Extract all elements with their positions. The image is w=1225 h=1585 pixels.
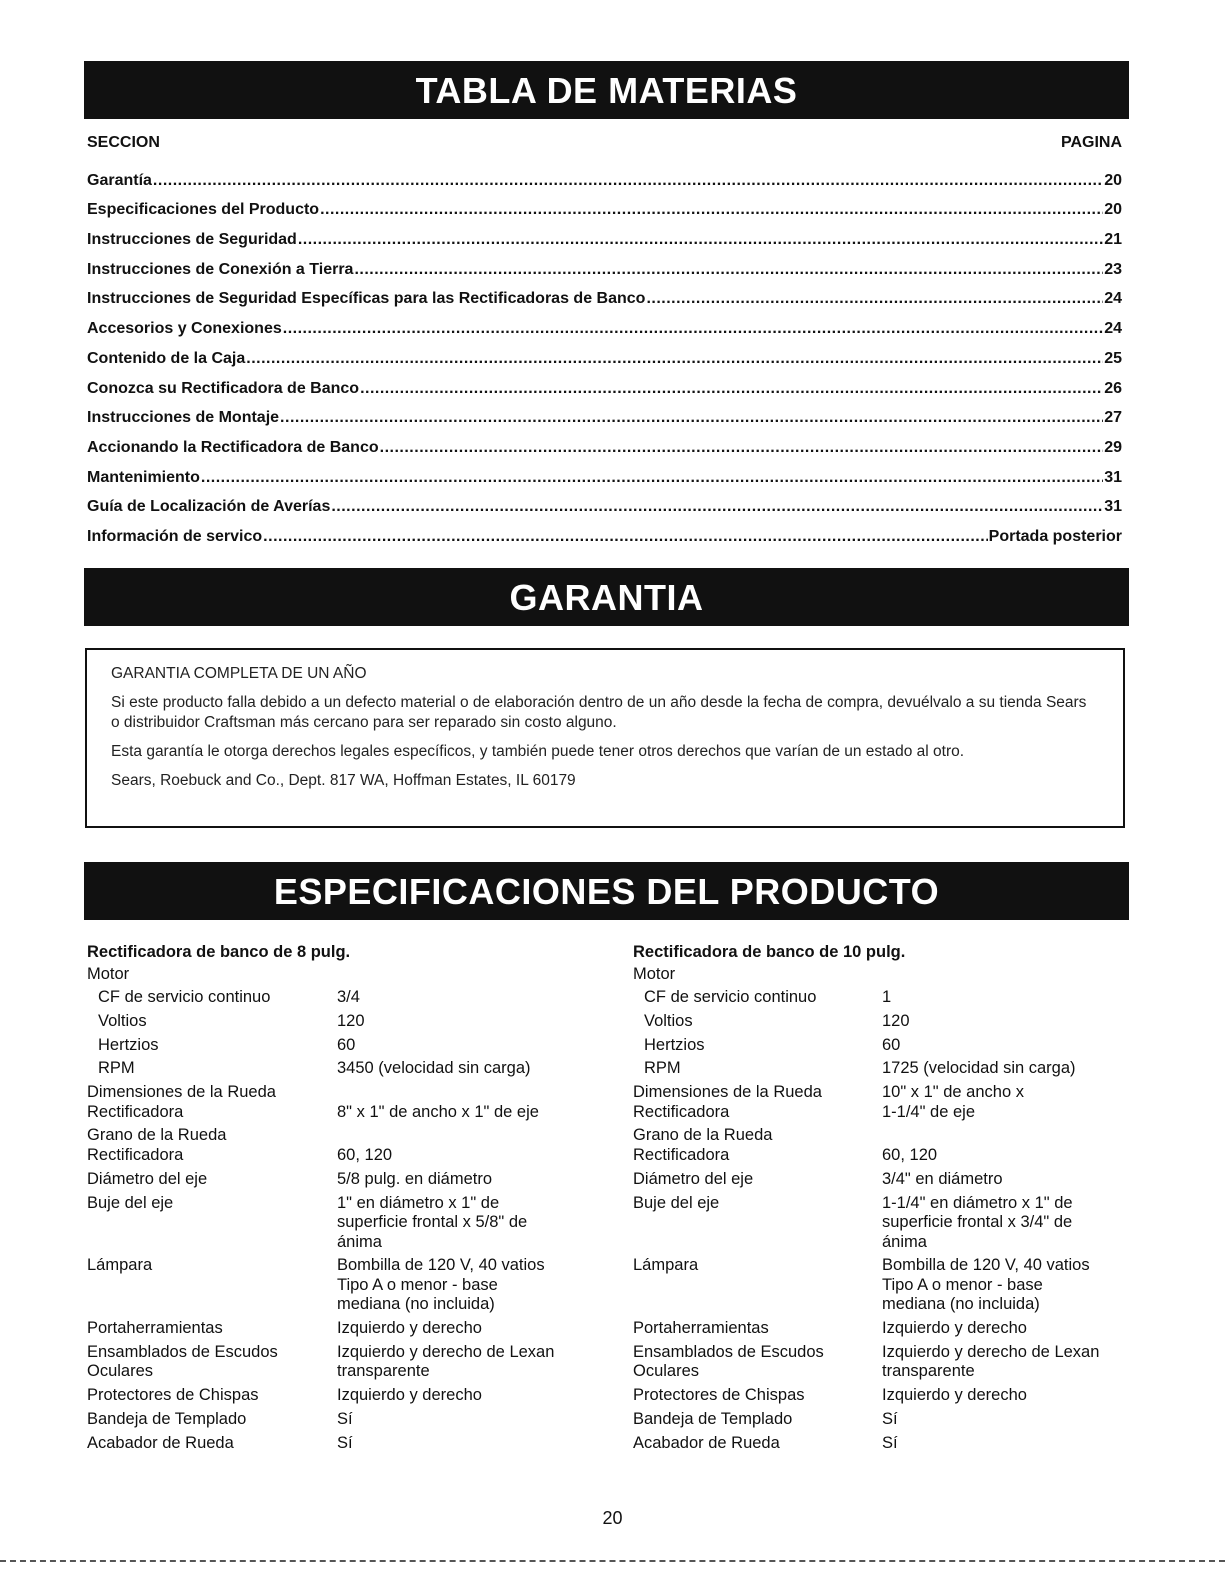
toc-entry-page: 24	[1104, 320, 1122, 338]
specs-left-column	[87, 943, 607, 1458]
toc-entry-title: Guía de Localización de Averías	[87, 498, 331, 516]
spec-label: Dimensiones de la Rueda Rectificadora	[633, 1083, 822, 1121]
spec-value: Sí	[337, 1410, 353, 1429]
spec-row	[633, 1319, 1153, 1339]
warranty-title: GARANTIA	[84, 568, 1129, 626]
spec-row	[633, 1194, 1153, 1253]
spec-value: Izquierdo y derecho	[882, 1386, 1027, 1405]
spec-label: Portaherramientas	[633, 1319, 769, 1338]
spec-value: Izquierdo y derecho de Lexan transparente	[337, 1342, 555, 1381]
toc-entry	[87, 427, 1122, 457]
toc-entry	[87, 249, 1122, 279]
toc-entry	[87, 308, 1122, 338]
page-number: 20	[602, 1508, 623, 1528]
warranty-paragraph-2: Esta garantía le otorga derechos legales específicos, y también puede tener otros derechos que varían de un estado al otro.	[111, 743, 965, 760]
toc-leader-dots	[320, 201, 1103, 219]
toc-entry-page: 27	[1104, 409, 1122, 427]
spec-label: Protectores de Chispas	[87, 1386, 259, 1405]
toc-leader-dots	[331, 498, 1103, 516]
spec-value: 1-1/4" en diámetro x 1" de superficie frontal x 3/4" de ánima	[882, 1193, 1073, 1251]
spec-value: 1725 (velocidad sin carga)	[882, 1059, 1076, 1078]
spec-row	[87, 1256, 607, 1315]
toc-leader-dots	[360, 380, 1103, 398]
spec-label: Ensamblados de Escudos Oculares	[87, 1342, 278, 1381]
spec-label: Lámpara	[87, 1256, 153, 1275]
toc-entry	[87, 338, 1122, 368]
toc-leader-dots	[298, 231, 1103, 249]
toc-entry	[87, 190, 1122, 220]
toc-entry-title: Información de servico	[87, 527, 263, 545]
spec-value: 60	[882, 1035, 901, 1054]
spec-row	[633, 1012, 1153, 1032]
spec-row	[87, 1343, 607, 1382]
spec-value: 60	[337, 1035, 356, 1054]
spec-label: Diámetro del eje	[87, 1169, 208, 1188]
spec-row	[87, 1036, 607, 1056]
toc-leader-dots	[201, 469, 1103, 487]
toc-leader-dots	[153, 172, 1103, 190]
toc-entry-title: Especificaciones del Producto	[87, 201, 320, 219]
spec-row	[633, 1410, 1153, 1430]
spec-label: Portaherramientas	[87, 1319, 223, 1338]
spec-label: Diámetro del eje	[633, 1169, 754, 1188]
spec-row	[633, 1386, 1153, 1406]
spec-row	[633, 1036, 1153, 1056]
specs-right-column	[633, 943, 1153, 1458]
toc-entry-title: Garantía	[87, 171, 152, 189]
spec-value: 120	[337, 1011, 365, 1030]
warranty-address: Sears, Roebuck and Co., Dept. 817 WA, Hoffman Estates, IL 60179	[111, 772, 576, 789]
toc-entry-page: 21	[1104, 231, 1122, 249]
spec-label: Buje del eje	[633, 1193, 720, 1212]
spec-value: 3/4" en diámetro	[882, 1169, 1003, 1188]
toc-entry-page: 25	[1104, 349, 1122, 367]
toc-entry	[87, 487, 1122, 517]
spec-value: Bombilla de 120 V, 40 vatios Tipo A o menor - base mediana (no incluida)	[337, 1256, 545, 1314]
warranty-paragraph-1: Si este producto falla debido a un defecto material o de elaboración dentro de un año desde la fecha de compra, devuélvalo a su tienda Sears o distribuidor Craftsman más cercano para ser reparado sin costo alguno.	[111, 694, 1087, 731]
toc-entry	[87, 279, 1122, 309]
spec-value: Sí	[337, 1433, 353, 1452]
spec-label: CF de servicio continuo	[98, 988, 271, 1006]
spec-value: Sí	[882, 1433, 898, 1452]
spec-value: Izquierdo y derecho	[337, 1319, 482, 1338]
toc-entry-page: 20	[1104, 171, 1122, 189]
toc-entry	[87, 219, 1122, 249]
spec-label: CF de servicio continuo	[644, 988, 817, 1006]
toc-col-section: SECCION	[87, 134, 160, 151]
spec-value: Izquierdo y derecho	[882, 1319, 1027, 1338]
spec-row	[87, 988, 607, 1008]
spec-heading: Rectificadora de banco de 8 pulg.	[87, 943, 351, 961]
toc-leader-dots	[263, 528, 987, 546]
spec-value: 60, 120	[337, 1145, 393, 1164]
spec-value: 3450 (velocidad sin carga)	[337, 1059, 531, 1078]
toc-entry	[87, 457, 1122, 487]
spec-row	[633, 1256, 1153, 1315]
spec-label: Ensamblados de Escudos Oculares	[633, 1342, 824, 1381]
toc-col-page: PAGINA	[1060, 134, 1122, 151]
warranty-heading: GARANTIA COMPLETA DE UN AÑO	[111, 665, 367, 682]
spec-label: Grano de la Rueda Rectificadora	[87, 1126, 227, 1164]
toc-entry-page: 20	[1104, 201, 1122, 219]
spec-label: Hertzios	[644, 1035, 705, 1054]
spec-row	[87, 1194, 607, 1253]
toc-title: TABLA DE MATERIAS	[84, 61, 1129, 119]
spec-label: Dimensiones de la Rueda Rectificadora	[87, 1083, 276, 1121]
spec-row	[633, 1343, 1153, 1382]
spec-motor-label: Motor	[633, 964, 676, 983]
toc-entry-title: Instrucciones de Seguridad Específicas para las Rectificadoras de Banco	[87, 290, 646, 308]
spec-label: Lámpara	[633, 1256, 699, 1275]
spec-value: 60, 120	[882, 1145, 938, 1164]
spec-label: Protectores de Chispas	[633, 1386, 805, 1405]
spec-row	[87, 1012, 607, 1032]
spec-row	[87, 1319, 607, 1339]
spec-value: 1	[882, 988, 892, 1006]
spec-label: Hertzios	[98, 1035, 159, 1054]
spec-row	[87, 1083, 607, 1122]
spec-row	[87, 1410, 607, 1430]
spec-row	[633, 1434, 1153, 1454]
spec-label: Grano de la Rueda Rectificadora	[633, 1126, 773, 1164]
spec-row	[87, 1170, 607, 1190]
spec-label: Bandeja de Templado	[633, 1410, 793, 1429]
spec-label: Voltios	[98, 1011, 147, 1030]
spec-label: Buje del eje	[87, 1193, 174, 1212]
spec-row	[633, 1083, 1153, 1122]
toc-entry-page: 24	[1104, 290, 1122, 308]
toc-entry-title: Accionando la Rectificadora de Banco	[87, 438, 379, 456]
spec-value: 3/4	[337, 988, 360, 1006]
toc-entry-title: Instrucciones de Montaje	[87, 409, 280, 427]
toc-list	[87, 160, 1122, 546]
toc-entry-page: 26	[1104, 379, 1122, 397]
toc-leader-dots	[354, 261, 1103, 279]
toc-entry-title: Conozca su Rectificadora de Banco	[87, 379, 360, 397]
spec-label: RPM	[98, 1059, 135, 1078]
spec-label: Voltios	[644, 1011, 693, 1030]
warranty-box	[85, 648, 1125, 828]
spec-row	[87, 1059, 607, 1079]
spec-row	[87, 1434, 607, 1454]
toc-header	[87, 134, 1122, 156]
toc-entry-title: Contenido de la Caja	[87, 349, 246, 367]
spec-row	[87, 1126, 607, 1165]
spec-value: 8" x 1" de ancho x 1" de eje	[337, 1102, 539, 1121]
toc-entry-title: Instrucciones de Conexión a Tierra	[87, 260, 354, 278]
spec-label: Acabador de Rueda	[633, 1433, 780, 1452]
toc-entry-title: Accesorios y Conexiones	[87, 320, 282, 338]
toc-entry	[87, 398, 1122, 428]
spec-value: Sí	[882, 1410, 898, 1429]
spec-value: 120	[882, 1011, 910, 1030]
toc-entry	[87, 516, 1122, 546]
spec-value: 10" x 1" de ancho x 1-1/4" de eje	[882, 1083, 1024, 1121]
spec-value: 5/8 pulg. en diámetro	[337, 1169, 493, 1188]
spec-row	[633, 1170, 1153, 1190]
toc-leader-dots	[280, 409, 1103, 427]
toc-entry-page: 23	[1104, 260, 1122, 278]
spec-motor-label: Motor	[87, 964, 130, 983]
toc-entry-page: Portada posterior	[988, 527, 1122, 545]
spec-row	[633, 988, 1153, 1008]
spec-label: Bandeja de Templado	[87, 1410, 247, 1429]
toc-leader-dots	[246, 350, 1103, 368]
specs-title: ESPECIFICACIONES DEL PRODUCTO	[84, 862, 1129, 920]
toc-leader-dots	[646, 290, 1103, 308]
spec-row	[633, 1059, 1153, 1079]
toc-entry-page: 29	[1104, 438, 1122, 456]
spec-value: Bombilla de 120 V, 40 vatios Tipo A o menor - base mediana (no incluida)	[882, 1256, 1090, 1314]
spec-value: Izquierdo y derecho	[337, 1386, 482, 1405]
toc-entry-title: Mantenimiento	[87, 468, 200, 486]
toc-entry-page: 31	[1104, 468, 1122, 486]
toc-entry	[87, 368, 1122, 398]
spec-label: RPM	[644, 1059, 681, 1078]
toc-leader-dots	[283, 320, 1103, 338]
toc-entry	[87, 160, 1122, 190]
bottom-rule	[0, 1560, 1225, 1562]
toc-entry-page: 31	[1104, 498, 1122, 516]
toc-entry-title: Instrucciones de Seguridad	[87, 231, 297, 249]
spec-label: Acabador de Rueda	[87, 1433, 234, 1452]
spec-heading: Rectificadora de banco de 10 pulg.	[633, 943, 906, 961]
spec-value: 1" en diámetro x 1" de superficie frontal x 5/8" de ánima	[337, 1193, 528, 1251]
toc-leader-dots	[380, 439, 1104, 457]
spec-row	[633, 1126, 1153, 1165]
spec-row	[87, 1386, 607, 1406]
spec-value: Izquierdo y derecho de Lexan transparente	[882, 1342, 1100, 1381]
